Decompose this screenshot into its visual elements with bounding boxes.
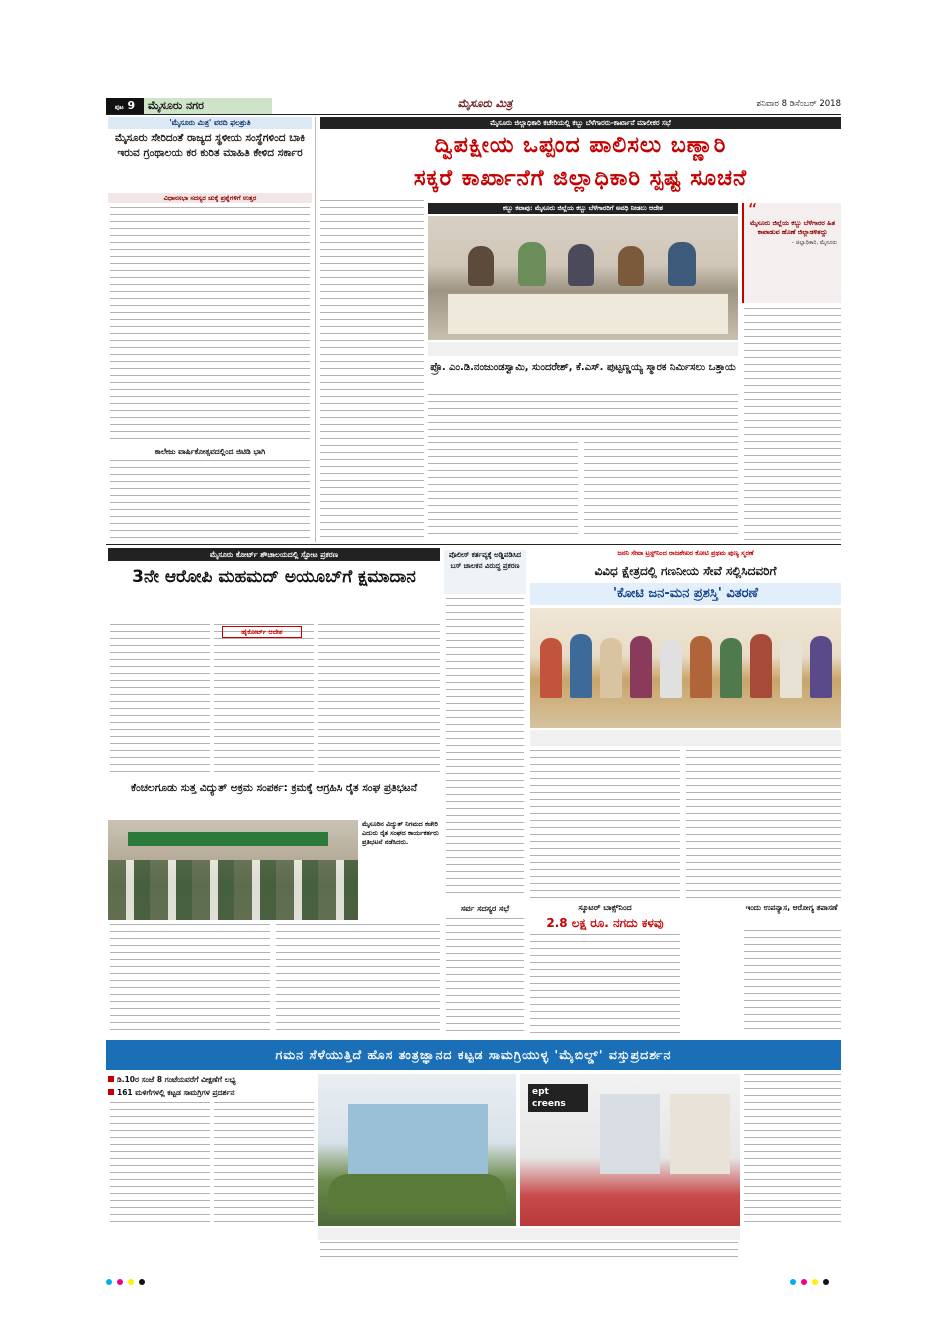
- expo-photo-caption: [318, 1228, 740, 1240]
- person-figure: [750, 634, 772, 698]
- theft-body: [530, 934, 680, 1034]
- bullet-icon: [108, 1089, 114, 1095]
- left-story-kicker: 'ಮೈಸೂರು ಮಿತ್ರ' ವರದಿ ಫಲಶ್ರುತಿ: [108, 117, 312, 129]
- award-line-2: 'ಕೋಟಿ ಜನ-ಮನ ಪ್ರಶಸ್ತಿ' ವಿತರಣೆ: [530, 583, 841, 605]
- theft-kicker: ಸ್ಕೂಟರ್ ಬಾಕ್ಸ್‌ನಿಂದ: [578, 903, 632, 912]
- left-story-body-2: [110, 460, 310, 540]
- booth: [600, 1094, 660, 1174]
- section-rule-1: [106, 544, 841, 545]
- expo-body-4: [320, 1242, 738, 1262]
- police-body: [446, 598, 524, 898]
- meeting-body: [446, 918, 524, 1034]
- left-story-subhead: ವಿಧಾನಸಭಾ ಸದಸ್ಯರ ಚುಕ್ಕೆ ಪ್ರಶ್ನೆಗಳಿಗೆ ಉತ್ತರ: [108, 193, 312, 203]
- court-body-1: [110, 624, 210, 774]
- expo-body-2: [214, 1102, 314, 1226]
- award-group-photo: [530, 608, 841, 728]
- main-photo-tag: ಕಬ್ಬು ಕಟಾವು: ಮೈಸೂರು ಜಿಲ್ಲೆಯ ಕಬ್ಬು ಬೆಳೆಗಾರರಿಗೆ ಅವಧಿ ನೀಡಲು ಆದೇಶ: [428, 203, 738, 214]
- print-color-marks: [790, 1270, 850, 1278]
- cyan-mark: [106, 1279, 112, 1285]
- cyan-mark: [790, 1279, 796, 1285]
- person-figure: [540, 638, 562, 698]
- main-story-body-col5: [744, 308, 841, 540]
- main-story-kicker: ಮೈಸೂರು ಜಿಲ್ಲಾಧಿಕಾರಿ ಕಚೇರಿಯಲ್ಲಿ ಕಬ್ಬು ಬೆಳೆಗಾರರು-ಕಾರ್ಖಾನೆ ಮಾಲೀಕರ ಸಭೆ: [320, 117, 841, 129]
- quote-box: [742, 200, 841, 303]
- stall-sign: [528, 1084, 588, 1112]
- quote-attribution: - ಜಿಲ್ಲಾಧಿಕಾರಿ, ಮೈಸೂರು: [791, 240, 837, 246]
- expo-bullet-1-text: ಡಿ.10ರ ಸಂಜೆ 8 ಗಂಟೆಯವರೆಗೆ ವೀಕ್ಷಣೆಗೆ ಲಭ್ಯ: [117, 1075, 236, 1084]
- quote-text: ಮೈಸೂರು ಜಿಲ್ಲೆಯ ಕಬ್ಬು ಬೆಳೆಗಾರರ ಹಿತ ಕಾಪಾಡುವ ಹೊಣೆ ಜಿಲ್ಲಾಡಳಿತದ್ದು: [749, 219, 836, 236]
- magenta-mark: [801, 1279, 807, 1285]
- yellow-mark: [128, 1279, 134, 1285]
- person-figure: [600, 638, 622, 698]
- award-photo-caption: [530, 730, 841, 746]
- person-figure: [810, 636, 832, 698]
- main-story-headline-1: ದ್ವಿಪಕ್ಷೀಯ ಒಪ್ಪಂದ ಪಾಲಿಸಲು ಬಣ್ಣಾರಿ: [434, 133, 727, 158]
- person-figure: [720, 638, 742, 698]
- garden-display: [328, 1174, 506, 1214]
- person-figure: [518, 242, 546, 286]
- award-body-1: [530, 750, 680, 898]
- person-figure: [618, 246, 644, 286]
- expo-bullet-2-text: 161 ಮಳಿಗೆಗಳಲ್ಲಿ ಕಟ್ಟಡ ಸಾಮಗ್ರಿಗಳ ಪ್ರದರ್ಶನ: [117, 1088, 235, 1097]
- person-figure: [660, 640, 682, 698]
- farmers-photo-caption: ಮೈಸೂರಿನ ವಿದ್ಯುತ್ ನಿಗಮದ ಕಚೇರಿ ಎದುರು ರೈತ ಸಂಘದ ಕಾರ್ಯಕರ್ತರು ಪ್ರತಿಭಟನೆ ನಡೆಸಿದರು.: [362, 820, 439, 846]
- person-figure: [668, 242, 696, 286]
- award-body-2: [686, 750, 841, 898]
- court-tag: ಹೈಕೋರ್ಟ್ ಆದೇಶ: [222, 626, 302, 638]
- meeting-headline: ಸರ್ವ ಸದಸ್ಯರ ಸಭೆ: [460, 904, 510, 913]
- page-prefix: ಪುಟ: [114, 104, 124, 111]
- magenta-mark: [117, 1279, 123, 1285]
- quote-mark-icon: “: [748, 200, 758, 221]
- col-divider: [315, 117, 316, 542]
- main-story-headline-2: ಸಕ್ಕರೆ ಕಾರ್ಖಾನೆಗೆ ಜಿಲ್ಲಾಧಿಕಾರಿ ಸ್ಪಷ್ಟ ಸೂಚನೆ: [413, 166, 748, 191]
- court-kicker: ಮೈಸೂರು ಕೋರ್ಟ್ ಶೌಚಾಲಯದಲ್ಲಿ ಸ್ಫೋಟ ಪ್ರಕರಣ: [108, 548, 440, 561]
- farmers-body-1: [110, 924, 270, 1034]
- main-sub-headline: ಪ್ರೊ. ಎಂ.ಡಿ.ನಂಜುಂಡಸ್ವಾಮಿ, ಸುಂದರೇಶ್, ಕೆ.ಎಸ್. ಪುಟ್ಟಣ್ಣಯ್ಯ ಸ್ಮಾರಕ ನಿರ್ಮಿಸಲು ಒತ್ತಾಯ: [430, 362, 736, 373]
- farmers-body-2: [276, 924, 440, 1034]
- fast-body: [744, 930, 841, 1034]
- theft-headline: 2.8 ಲಕ್ಷ ರೂ. ನಗದು ಕಳವು: [546, 916, 664, 930]
- fast-headline: ಇಂದು ಉಪನ್ಯಾಸ, ಆರೋಗ್ಯ ತಪಾಸಣೆ: [745, 903, 838, 912]
- main-story-body-col1: [320, 200, 424, 540]
- expo-bullet-1: [108, 1074, 318, 1086]
- print-color-marks: [106, 1270, 166, 1278]
- farmers-protest-photo: [108, 820, 358, 920]
- farmers-headline: ಕೆಂಚಲಗೂಡು ಸುತ್ತ ವಿದ್ಯುತ್ ಅಕ್ರಮ ಸಂಪರ್ಕ: ಕ್ರಮಕ್ಕೆ ಆಗ್ರಹಿಸಿ ರೈತ ಸಂಘ ಪ್ರತಿಭಟನೆ: [130, 782, 418, 794]
- bullet-icon: [108, 1076, 114, 1082]
- person-figure: [570, 634, 592, 698]
- stall-structure: [348, 1104, 488, 1174]
- main-story-body-col2: [428, 394, 738, 440]
- main-story-body-col4: [584, 442, 738, 540]
- black-mark: [139, 1279, 145, 1285]
- banner: [128, 832, 328, 846]
- crowd: [108, 860, 358, 920]
- main-photo-caption: [428, 342, 738, 356]
- person-figure: [630, 636, 652, 698]
- expo-photo-1: [318, 1074, 516, 1226]
- meeting-table: [448, 294, 728, 334]
- booth: [670, 1094, 730, 1174]
- stall-sign-line-1: ept: [532, 1087, 549, 1097]
- expo-bullet-2: [108, 1087, 318, 1099]
- person-figure: [468, 246, 494, 286]
- court-body-2: [214, 624, 314, 774]
- expo-photo-2: [520, 1074, 740, 1226]
- page-number: 9: [127, 99, 136, 112]
- expo-body-3: [744, 1074, 841, 1226]
- left-story-body: [110, 207, 310, 443]
- court-body-3: [318, 624, 440, 774]
- person-figure: [690, 636, 712, 698]
- left-story-sub2: ಕಾಲೇಜು ವಾರ್ಷಿಕೋತ್ಸವದಲ್ಲಿಂದ ಜಿಟಿಡಿ ಭಾಗಿ: [154, 447, 266, 456]
- stall-sign-line-2: creens: [532, 1099, 566, 1109]
- court-headline: 3ನೇ ಆರೋಪಿ ಮಹಮದ್ ಅಯೂಬ್‌ಗೆ ಕ್ಷಮಾದಾನ: [132, 567, 416, 587]
- left-story-headline: ಮೈಸೂರು ಸೇರಿದಂತೆ ರಾಜ್ಯದ ಸ್ಥಳೀಯ ಸಂಸ್ಥೆಗಳಿಂದ ಬಾಕಿ ಇರುವ ಗ್ರಂಥಾಲಯ ಕರ ಕುರಿತ ಮಾಹಿತಿ ಕೇಳಿದ ಸರ್ಕಾರ: [114, 132, 305, 159]
- person-figure: [780, 638, 802, 698]
- yellow-mark: [812, 1279, 818, 1285]
- expo-body-1: [110, 1102, 210, 1226]
- person-figure: [568, 244, 594, 286]
- issue-date: ಶನಿವಾರ 8 ಡಿಸೆಂಬರ್ 2018: [756, 99, 841, 109]
- section-title: ಮೈಸೂರು ನಗರ: [144, 98, 272, 114]
- police-headline: ಪೊಲೀಸ್ ಕರ್ತವ್ಯಕ್ಕೆ ಅಡ್ಡಿಪಡಿಸಿದ ಬಸ್ ಚಾಲಕನ ವಿರುದ್ಧ ಪ್ರಕರಣ: [444, 550, 526, 594]
- masthead-rule: [106, 114, 841, 115]
- award-kicker: ಜನನಿ ಸೇವಾ ಟ್ರಸ್ಟ್‌ನಿಂದ ರಾಜಶೇಖರ ಕೋಟಿ ಪ್ರಥಮ ಪುಣ್ಯ ಸ್ಮರಣೆ: [617, 549, 754, 557]
- paper-name: ಮೈಸೂರು ಮಿತ್ರ: [457, 97, 513, 110]
- main-story-photo: [428, 216, 738, 340]
- page-number-badge: [106, 98, 144, 114]
- expo-banner: ಗಮನ ಸೆಳೆಯುತ್ತಿದೆ ಹೊಸ ತಂತ್ರಜ್ಞಾನದ ಕಟ್ಟಡ ಸಾಮಗ್ರಿಯುಳ್ಳ 'ಮೈಬಿಲ್ಡ್' ವಸ್ತುಪ್ರದರ್ಶನ: [106, 1040, 841, 1070]
- award-line-1: ವಿವಿಧ ಕ್ಷೇತ್ರದಲ್ಲಿ ಗಣನೀಯ ಸೇವೆ ಸಲ್ಲಿಸಿದವರಿಗೆ: [594, 564, 777, 578]
- black-mark: [823, 1279, 829, 1285]
- main-story-body-col3: [428, 442, 578, 540]
